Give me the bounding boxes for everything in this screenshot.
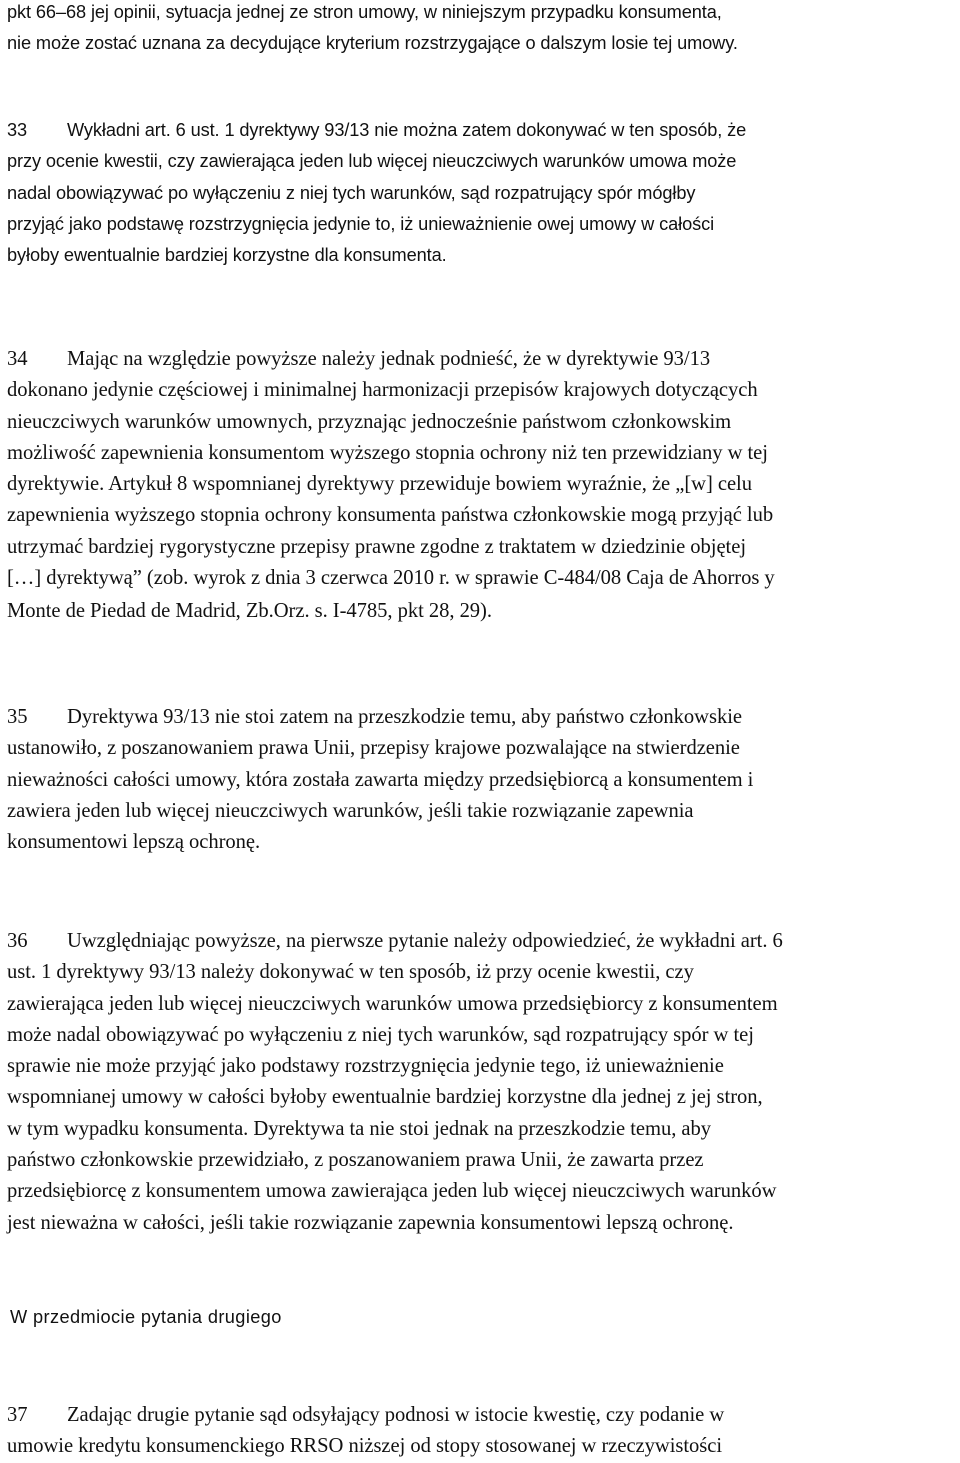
paragraph-35 (7, 702, 957, 858)
text-line: ustanowiło, z poszanowaniem prawa Unii, przepisy krajowe pozwalające na stwierdzenie (7, 737, 740, 760)
intro-paragraph (7, 0, 957, 60)
text-line: wspomnianej umowy w całości byłoby ewentualnie bardziej korzystne dla jednej z jej stron, (7, 1086, 763, 1109)
section-heading: W przedmiocie pytania drugiego (10, 1307, 282, 1327)
paragraph-number: 35 (7, 706, 28, 728)
text-line: nieuczciwych warunków umownych, przyznając jednocześnie państwom członkowskim (7, 410, 732, 433)
text-line: przyjąć jako podstawę rozstrzygnięcia jedynie to, iż unieważnienie owej umowy w całości (7, 213, 715, 234)
text-line: […] dyrektywą” (zob. wyrok z dnia 3 czerwca 2010 r. w sprawie C‑484/08 Caja de Ahorros y (7, 567, 775, 590)
text-line: Monte de Piedad de Madrid, Zb.Orz. s. I‑4785, pkt 28, 29). (7, 600, 492, 623)
paragraph-number: 34 (7, 348, 28, 370)
paragraph-37 (7, 1400, 957, 1463)
text-line: ust. 1 dyrektywy 93/13 należy dokonywać w ten sposób, iż przy ocenie kwestii, czy (7, 961, 694, 984)
text-line: państwo członkowskie przewidziało, z poszanowaniem prawa Unii, że zawarta przez (7, 1149, 704, 1172)
text-line: Zadając drugie pytanie sąd odsyłający podnosi w istocie kwestię, czy podanie w (67, 1404, 725, 1426)
text-line: zawiera jeden lub więcej nieuczciwych warunków, jeśli takie rozwiązanie zapewnia (7, 799, 694, 822)
paragraph-first-line (7, 1400, 957, 1431)
text-line: nadal obowiązywać po wyłączeniu z niej tych warunków, sąd rozpatrujący spór mógłby (7, 182, 696, 203)
text-line: nie może zostać uznana za decydujące kryterium rozstrzygające o dalszym losie tej umowy. (7, 33, 738, 54)
paragraph-34 (7, 344, 957, 628)
text-line: zapewnienia wyższego stopnia ochrony konsumenta państwa członkowskie mogą przyjąć lub (7, 504, 774, 527)
text-line: sprawie nie może przyjąć jako podstawy rozstrzygnięcia jedynie tego, iż unieważnienie (7, 1055, 724, 1078)
text-line: nieważności całości umowy, która została zawarta między przedsiębiorcą a konsumentem i (7, 768, 754, 791)
text-line: utrzymać bardziej rygorystyczne przepisy prawne zgodne z traktatem w dziedzinie objętej (7, 535, 746, 558)
paragraph-number: 37 (7, 1404, 28, 1426)
text-line: może nadal obowiązywać po wyłączeniu z niej tych warunków, sąd rozpatrujący spór w tej (7, 1023, 754, 1046)
text-line: w tym wypadku konsumenta. Dyrektywa ta nie stoi jednak na przeszkodzie temu, aby (7, 1117, 712, 1140)
text-line: możliwość zapewnienia konsumentom wyższego stopnia ochrony niż ten przewidziany w tej (7, 441, 768, 464)
text-line: zawierająca jeden lub więcej nieuczciwych warunków umowa przedsiębiorcy z konsumentem (7, 992, 778, 1015)
text-line: konsumentowi lepszą ochronę. (7, 831, 261, 854)
text-line: Uwzględniając powyższe, na pierwsze pytanie należy odpowiedzieć, że wykładni art. 6 (67, 930, 783, 952)
paragraph-number: 36 (7, 930, 28, 952)
paragraph-33 (7, 115, 957, 271)
paragraph-first-line (7, 344, 957, 375)
text-line: umowie kredytu konsumenckiego RRSO niższej od stopy stosowanej w rzeczywistości (7, 1435, 722, 1458)
paragraph-first-line (7, 702, 957, 733)
text-line: byłoby ewentualnie bardziej korzystne dla konsumenta. (7, 245, 447, 266)
text-line: przedsiębiorcę z konsumentem umowa zawierająca jeden lub więcej nieuczciwych warunków (7, 1180, 777, 1203)
text-line: Wykładni art. 6 ust. 1 dyrektywy 93/13 nie można zatem dokonywać w ten sposób, że (67, 120, 747, 140)
paragraph-number: 33 (7, 120, 28, 140)
text-line: Dyrektywa 93/13 nie stoi zatem na przeszkodzie temu, aby państwo członkowskie (67, 706, 742, 728)
text-line: Mając na względzie powyższe należy jednak podnieść, że w dyrektywie 93/13 (67, 348, 711, 370)
paragraph-36 (7, 926, 957, 1239)
text-line: dokonano jedynie częściowej i minimalnej harmonizacji przepisów krajowych dotyczących (7, 379, 758, 402)
paragraph-first-line (7, 926, 957, 957)
text-line: przy ocenie kwestii, czy zawierająca jeden lub więcej nieuczciwych warunków umowa może (7, 151, 737, 172)
text-line: pkt 66–68 jej opinii, sytuacja jednej ze stron umowy, w niniejszym przypadku konsumenta, (7, 2, 722, 22)
text-line: jest nieważna w całości, jeśli takie rozwiązanie zapewnia konsumentowi lepszą ochronę. (7, 1211, 734, 1234)
text-line: dyrektywie. Artykuł 8 wspomnianej dyrektywy przewiduje bowiem wyraźnie, że „[w] celu (7, 473, 752, 496)
paragraph-first-line (7, 115, 957, 146)
